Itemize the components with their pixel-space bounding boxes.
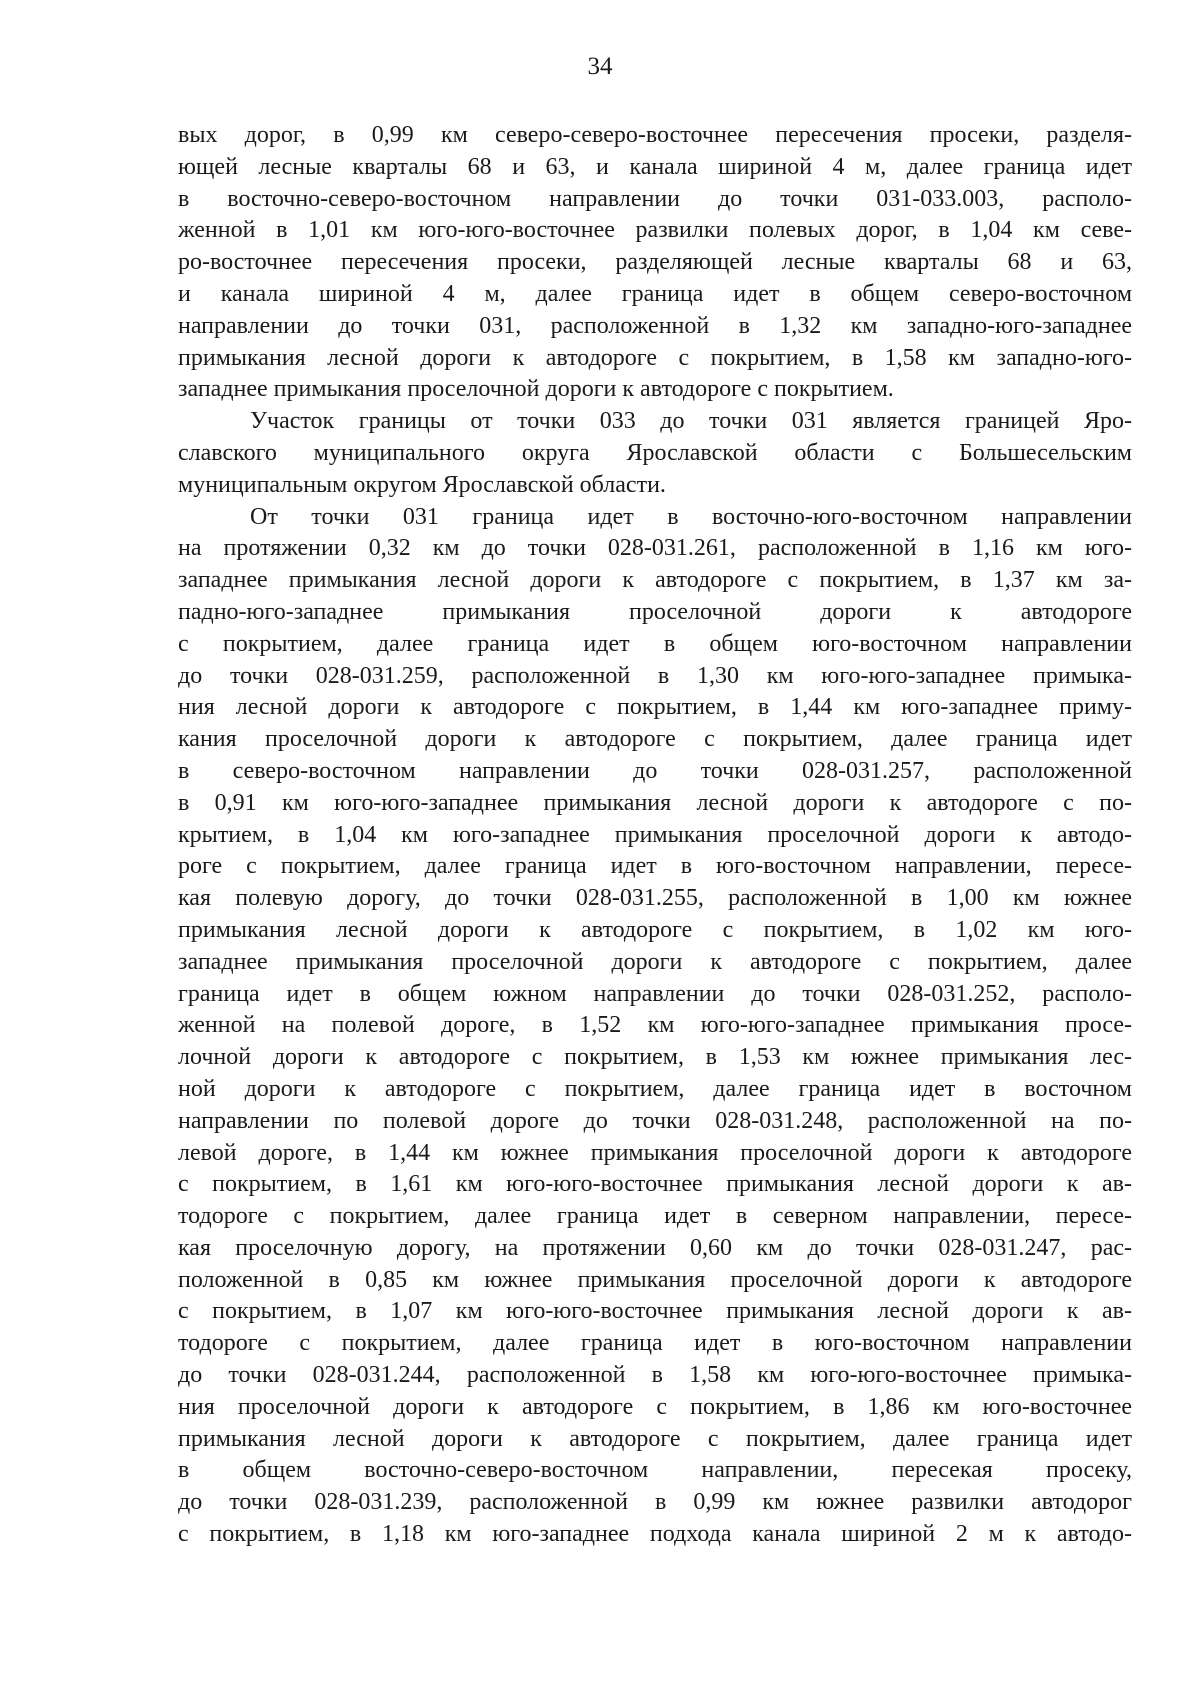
text-line: с покрытием, в 1,07 км юго-юго-восточнее примыкания лесной дороги к ав- <box>178 1298 1132 1325</box>
paragraph-first-line: Участок границы от точки 033 до точки 031 является границей Яро- <box>250 408 1132 435</box>
document-body <box>178 120 1132 1551</box>
text-line: падно-юго-западнее примыкания проселочной дороги к автодороге <box>178 598 1132 625</box>
text-line: в восточно-северо-восточном направлении до точки 031-033.003, располо- <box>178 185 1132 212</box>
text-line: ро-восточнее пересечения просеки, разделяющей лесные кварталы 68 и 63, <box>178 249 1132 276</box>
text-line: ния лесной дороги к автодороге с покрытием, в 1,44 км юго-западнее приму- <box>178 694 1132 721</box>
text-line: славского муниципального округа Ярославской области с Большесельским <box>178 439 1132 466</box>
text-line: до точки 028-031.239, расположенной в 0,99 км южнее развилки автодорог <box>178 1489 1132 1516</box>
text-line: крытием, в 1,04 км юго-западнее примыкания проселочной дороги к автодо- <box>178 821 1132 848</box>
text-line: муниципальным округом Ярославской области. <box>178 471 666 498</box>
text-line: женной в 1,01 км юго-юго-восточнее развилки полевых дорог, в 1,04 км севе- <box>178 217 1132 244</box>
text-line: в 0,91 км юго-юго-западнее примыкания лесной дороги к автодороге с по- <box>178 789 1132 816</box>
text-line: ющей лесные кварталы 68 и 63, и канала шириной 4 м, далее граница идет <box>178 153 1132 180</box>
page-number: 34 <box>587 53 613 80</box>
text-line: положенной в 0,85 км южнее примыкания проселочной дороги к автодороге <box>178 1266 1132 1293</box>
text-line: с покрытием, в 1,18 км юго-западнее подхода канала шириной 2 м к автодо- <box>178 1521 1132 1548</box>
text-line: тодороге с покрытием, далее граница идет в северном направлении, пересе- <box>178 1203 1132 1230</box>
text-line: в северо-восточном направлении до точки 028-031.257, расположенной <box>178 757 1132 784</box>
text-line: примыкания лесной дороги к автодороге с покрытием, в 1,58 км западно-юго- <box>178 344 1132 371</box>
paragraph-first-line: От точки 031 граница идет в восточно-юго-восточном направлении <box>250 503 1132 530</box>
text-line: роге с покрытием, далее граница идет в юго-восточном направлении, пересе- <box>178 853 1132 880</box>
text-line: с покрытием, в 1,61 км юго-юго-восточнее примыкания лесной дороги к ав- <box>178 1171 1132 1198</box>
text-line: кая полевую дорогу, до точки 028-031.255, расположенной в 1,00 км южнее <box>178 885 1132 912</box>
text-line: до точки 028-031.259, расположенной в 1,30 км юго-юго-западнее примыка- <box>178 662 1132 689</box>
text-line: примыкания лесной дороги к автодороге с покрытием, далее граница идет <box>178 1425 1132 1452</box>
text-line: тодороге с покрытием, далее граница идет в юго-восточном направлении <box>178 1330 1132 1357</box>
text-line: кая проселочную дорогу, на протяжении 0,60 км до точки 028-031.247, рас- <box>178 1234 1132 1261</box>
text-line: ной дороги к автодороге с покрытием, далее граница идет в восточном <box>178 1075 1132 1102</box>
text-line: направлении до точки 031, расположенной в 1,32 км западно-юго-западнее <box>178 312 1132 339</box>
text-line: направлении по полевой дороге до точки 028-031.248, расположенной на по- <box>178 1107 1132 1134</box>
text-line: западнее примыкания проселочной дороги к автодороге с покрытием, далее <box>178 948 1132 975</box>
text-line: до точки 028-031.244, расположенной в 1,58 км юго-юго-восточнее примыка- <box>178 1362 1132 1389</box>
text-line: западнее примыкания проселочной дороги к автодороге с покрытием. <box>178 376 894 403</box>
text-line: и канала шириной 4 м, далее граница идет в общем северо-восточном <box>178 280 1132 307</box>
text-line: лочной дороги к автодороге с покрытием, в 1,53 км южнее примыкания лес- <box>178 1044 1132 1071</box>
text-line: кания проселочной дороги к автодороге с покрытием, далее граница идет <box>178 726 1132 753</box>
text-line: примыкания лесной дороги к автодороге с покрытием, в 1,02 км юго- <box>178 916 1132 943</box>
text-line: граница идет в общем южном направлении до точки 028-031.252, располо- <box>178 980 1132 1007</box>
text-line: женной на полевой дороге, в 1,52 км юго-юго-западнее примыкания просе- <box>178 1012 1132 1039</box>
text-line: в общем восточно-северо-восточном направлении, пересекая просеку, <box>178 1457 1132 1484</box>
text-line: с покрытием, далее граница идет в общем юго-восточном направлении <box>178 630 1132 657</box>
text-line: левой дороге, в 1,44 км южнее примыкания проселочной дороги к автодороге <box>178 1139 1132 1166</box>
text-line: ния проселочной дороги к автодороге с покрытием, в 1,86 км юго-восточнее <box>178 1393 1132 1420</box>
text-line: вых дорог, в 0,99 км северо-северо-восточнее пересечения просеки, разделя- <box>178 122 1132 148</box>
text-line: на протяжении 0,32 км до точки 028-031.261, расположенной в 1,16 км юго- <box>178 535 1132 562</box>
text-line: западнее примыкания лесной дороги к автодороге с покрытием, в 1,37 км за- <box>178 567 1132 594</box>
